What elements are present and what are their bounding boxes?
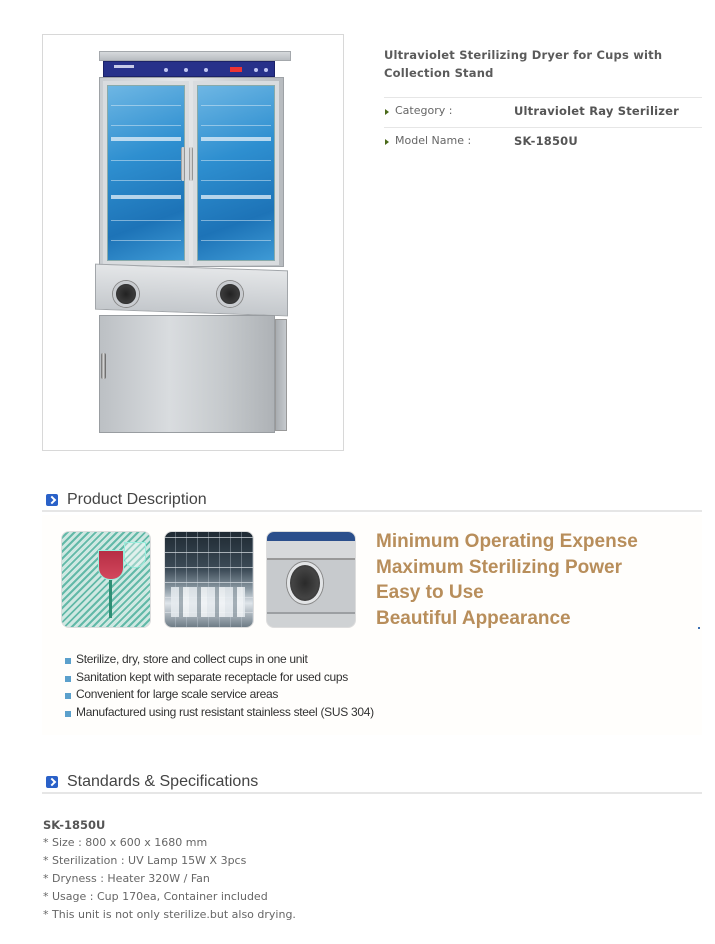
door-handle	[189, 147, 193, 181]
arrow-bullet-icon	[385, 139, 389, 145]
feature-item: Maximum Sterilizing Power	[376, 556, 622, 578]
cup-rack-thumbnail	[164, 531, 254, 628]
bullet-list	[61, 651, 374, 722]
left-glass-door	[103, 81, 189, 265]
section-title: Product Description	[67, 491, 207, 508]
square-bullet-icon	[65, 711, 71, 717]
feature-list	[376, 529, 638, 631]
lower-cabinet	[99, 315, 275, 433]
product-info	[384, 46, 704, 148]
product-image	[42, 34, 344, 451]
section-title: Standards & Specifications	[67, 773, 259, 790]
collection-hole-thumbnail	[266, 531, 356, 628]
square-bullet-icon	[65, 658, 71, 664]
model-row	[384, 127, 702, 157]
bullet-item: Convenient for large scale service areas	[61, 686, 374, 704]
square-bullet-icon	[65, 693, 71, 699]
sterilizer-cabinet-illustration	[95, 47, 300, 437]
spec-model: SK-1850U	[43, 818, 106, 832]
spec-line: * Size : 800 x 600 x 1680 mm	[43, 836, 208, 849]
spec-line: * Usage : Cup 170ea, Container included	[43, 890, 268, 903]
collection-hole	[113, 281, 139, 307]
spec-line: * Dryness : Heater 320W / Fan	[43, 872, 210, 885]
product-description	[42, 515, 702, 735]
chevron-right-icon	[46, 776, 58, 788]
feature-item: Beautiful Appearance	[376, 607, 571, 629]
bullet-item: Sanitation kept with separate receptacle for used cups	[61, 669, 374, 687]
chevron-right-icon	[46, 494, 58, 506]
arrow-bullet-icon	[385, 109, 389, 115]
square-bullet-icon	[65, 676, 71, 682]
category-value: Ultraviolet Ray Sterilizer	[514, 104, 679, 118]
category-row	[384, 97, 702, 127]
category-label: Category :	[395, 104, 453, 117]
door-handle	[181, 147, 185, 181]
collection-hole	[217, 281, 243, 307]
spec-line: * This unit is not only sterilize.but also drying.	[43, 908, 296, 921]
lower-door-handle	[101, 353, 106, 379]
model-label: Model Name :	[395, 134, 472, 147]
bullet-item: Manufactured using rust resistant stainless steel (SUS 304)	[61, 704, 374, 722]
feature-item: Minimum Operating Expense	[376, 531, 638, 552]
spec-line: * Sterilization : UV Lamp 15W X 3pcs	[43, 854, 247, 867]
feature-item: Easy to Use	[376, 582, 484, 603]
product-title: Ultraviolet Sterilizing Dryer for Cups with Collection Stand	[384, 48, 663, 80]
product-description-header	[42, 484, 702, 512]
bullet-item: Sterilize, dry, store and collect cups in one unit	[61, 651, 374, 669]
specifications-header	[42, 766, 702, 794]
model-value: SK-1850U	[514, 134, 578, 148]
right-glass-door	[193, 81, 279, 265]
wine-glasses-thumbnail	[61, 531, 151, 628]
control-panel	[103, 61, 275, 77]
specifications	[43, 816, 296, 924]
